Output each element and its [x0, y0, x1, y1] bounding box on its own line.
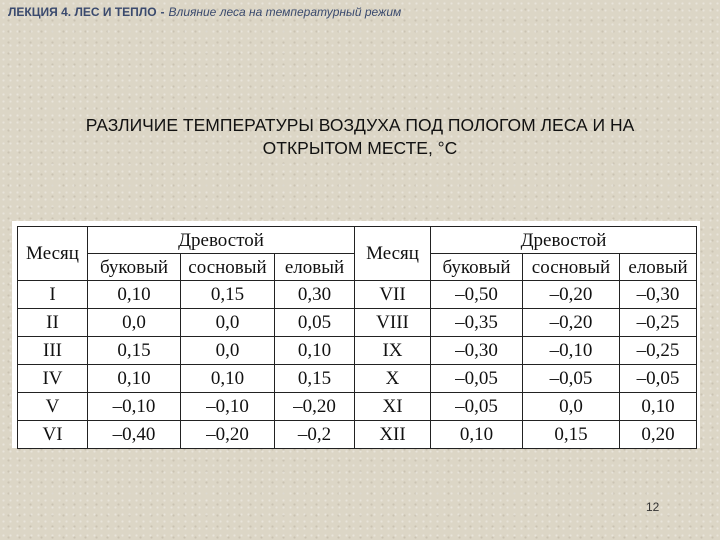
value-cell: 0,10 [620, 393, 697, 421]
table-row [18, 281, 697, 309]
value-cell: 0,05 [275, 309, 355, 337]
stand-header-right: Древостой [431, 227, 697, 254]
value-cell: 0,15 [523, 421, 620, 449]
month-cell: III [18, 337, 88, 365]
value-cell: 0,0 [181, 337, 275, 365]
month-cell: V [18, 393, 88, 421]
month-cell: XI [355, 393, 431, 421]
slide-title-line-1: РАЗЛИЧИЕ ТЕМПЕРАТУРЫ ВОЗДУХА ПОД ПОЛОГОМ ЛЕСА И НА [85, 115, 635, 135]
value-cell: –0,25 [620, 309, 697, 337]
table-row [18, 337, 697, 365]
table-row [18, 309, 697, 337]
lecture-label: ЛЕКЦИЯ 4. ЛЕС И ТЕПЛО [8, 5, 157, 19]
table-image [12, 221, 700, 448]
slide-title-line-2: ОТКРЫТОМ МЕСТЕ, °С [262, 138, 458, 158]
stand-header-left: Древостой [88, 227, 355, 254]
value-cell: –0,05 [620, 365, 697, 393]
month-cell: VI [18, 421, 88, 449]
species-header-pine: сосновый [523, 254, 620, 281]
species-header-spruce: еловый [275, 254, 355, 281]
value-cell: 0,10 [181, 365, 275, 393]
slide-header [8, 5, 401, 19]
month-cell: VII [355, 281, 431, 309]
value-cell: –0,05 [431, 393, 523, 421]
page-number: 12 [646, 500, 660, 514]
value-cell: 0,0 [88, 309, 181, 337]
value-cell: –0,10 [88, 393, 181, 421]
value-cell: –0,20 [275, 393, 355, 421]
value-cell: 0,15 [88, 337, 181, 365]
value-cell: 0,15 [181, 281, 275, 309]
table-row [18, 421, 697, 449]
lecture-subtitle: Влияние леса на температурный режим [168, 5, 402, 19]
species-header-spruce: еловый [620, 254, 697, 281]
species-header-pine: сосновый [181, 254, 275, 281]
table-row [18, 365, 697, 393]
value-cell: 0,10 [431, 421, 523, 449]
month-header-left: Месяц [18, 227, 88, 281]
month-cell: XII [355, 421, 431, 449]
month-cell: X [355, 365, 431, 393]
value-cell: 0,15 [275, 365, 355, 393]
value-cell: 0,10 [88, 281, 181, 309]
value-cell: 0,30 [275, 281, 355, 309]
value-cell: –0,05 [523, 365, 620, 393]
month-cell: I [18, 281, 88, 309]
month-cell: VIII [355, 309, 431, 337]
value-cell: 0,10 [88, 365, 181, 393]
species-header-beech: буковый [431, 254, 523, 281]
value-cell: –0,10 [523, 337, 620, 365]
month-cell: IV [18, 365, 88, 393]
value-cell: 0,10 [275, 337, 355, 365]
table-row [18, 393, 697, 421]
value-cell: –0,10 [181, 393, 275, 421]
species-header-beech: буковый [88, 254, 181, 281]
value-cell: 0,0 [523, 393, 620, 421]
value-cell: –0,30 [431, 337, 523, 365]
value-cell: –0,25 [620, 337, 697, 365]
value-cell: –0,20 [181, 421, 275, 449]
month-cell: IX [355, 337, 431, 365]
value-cell: –0,30 [620, 281, 697, 309]
value-cell: –0,05 [431, 365, 523, 393]
value-cell: 0,0 [181, 309, 275, 337]
value-cell: –0,20 [523, 281, 620, 309]
slide-title [40, 114, 680, 160]
value-cell: –0,40 [88, 421, 181, 449]
month-cell: II [18, 309, 88, 337]
value-cell: –0,20 [523, 309, 620, 337]
temperature-table [17, 226, 697, 449]
value-cell: 0,20 [620, 421, 697, 449]
header-separator: - [160, 5, 165, 19]
value-cell: –0,2 [275, 421, 355, 449]
table-body [18, 281, 697, 449]
value-cell: –0,50 [431, 281, 523, 309]
month-header-right: Месяц [355, 227, 431, 281]
value-cell: –0,35 [431, 309, 523, 337]
